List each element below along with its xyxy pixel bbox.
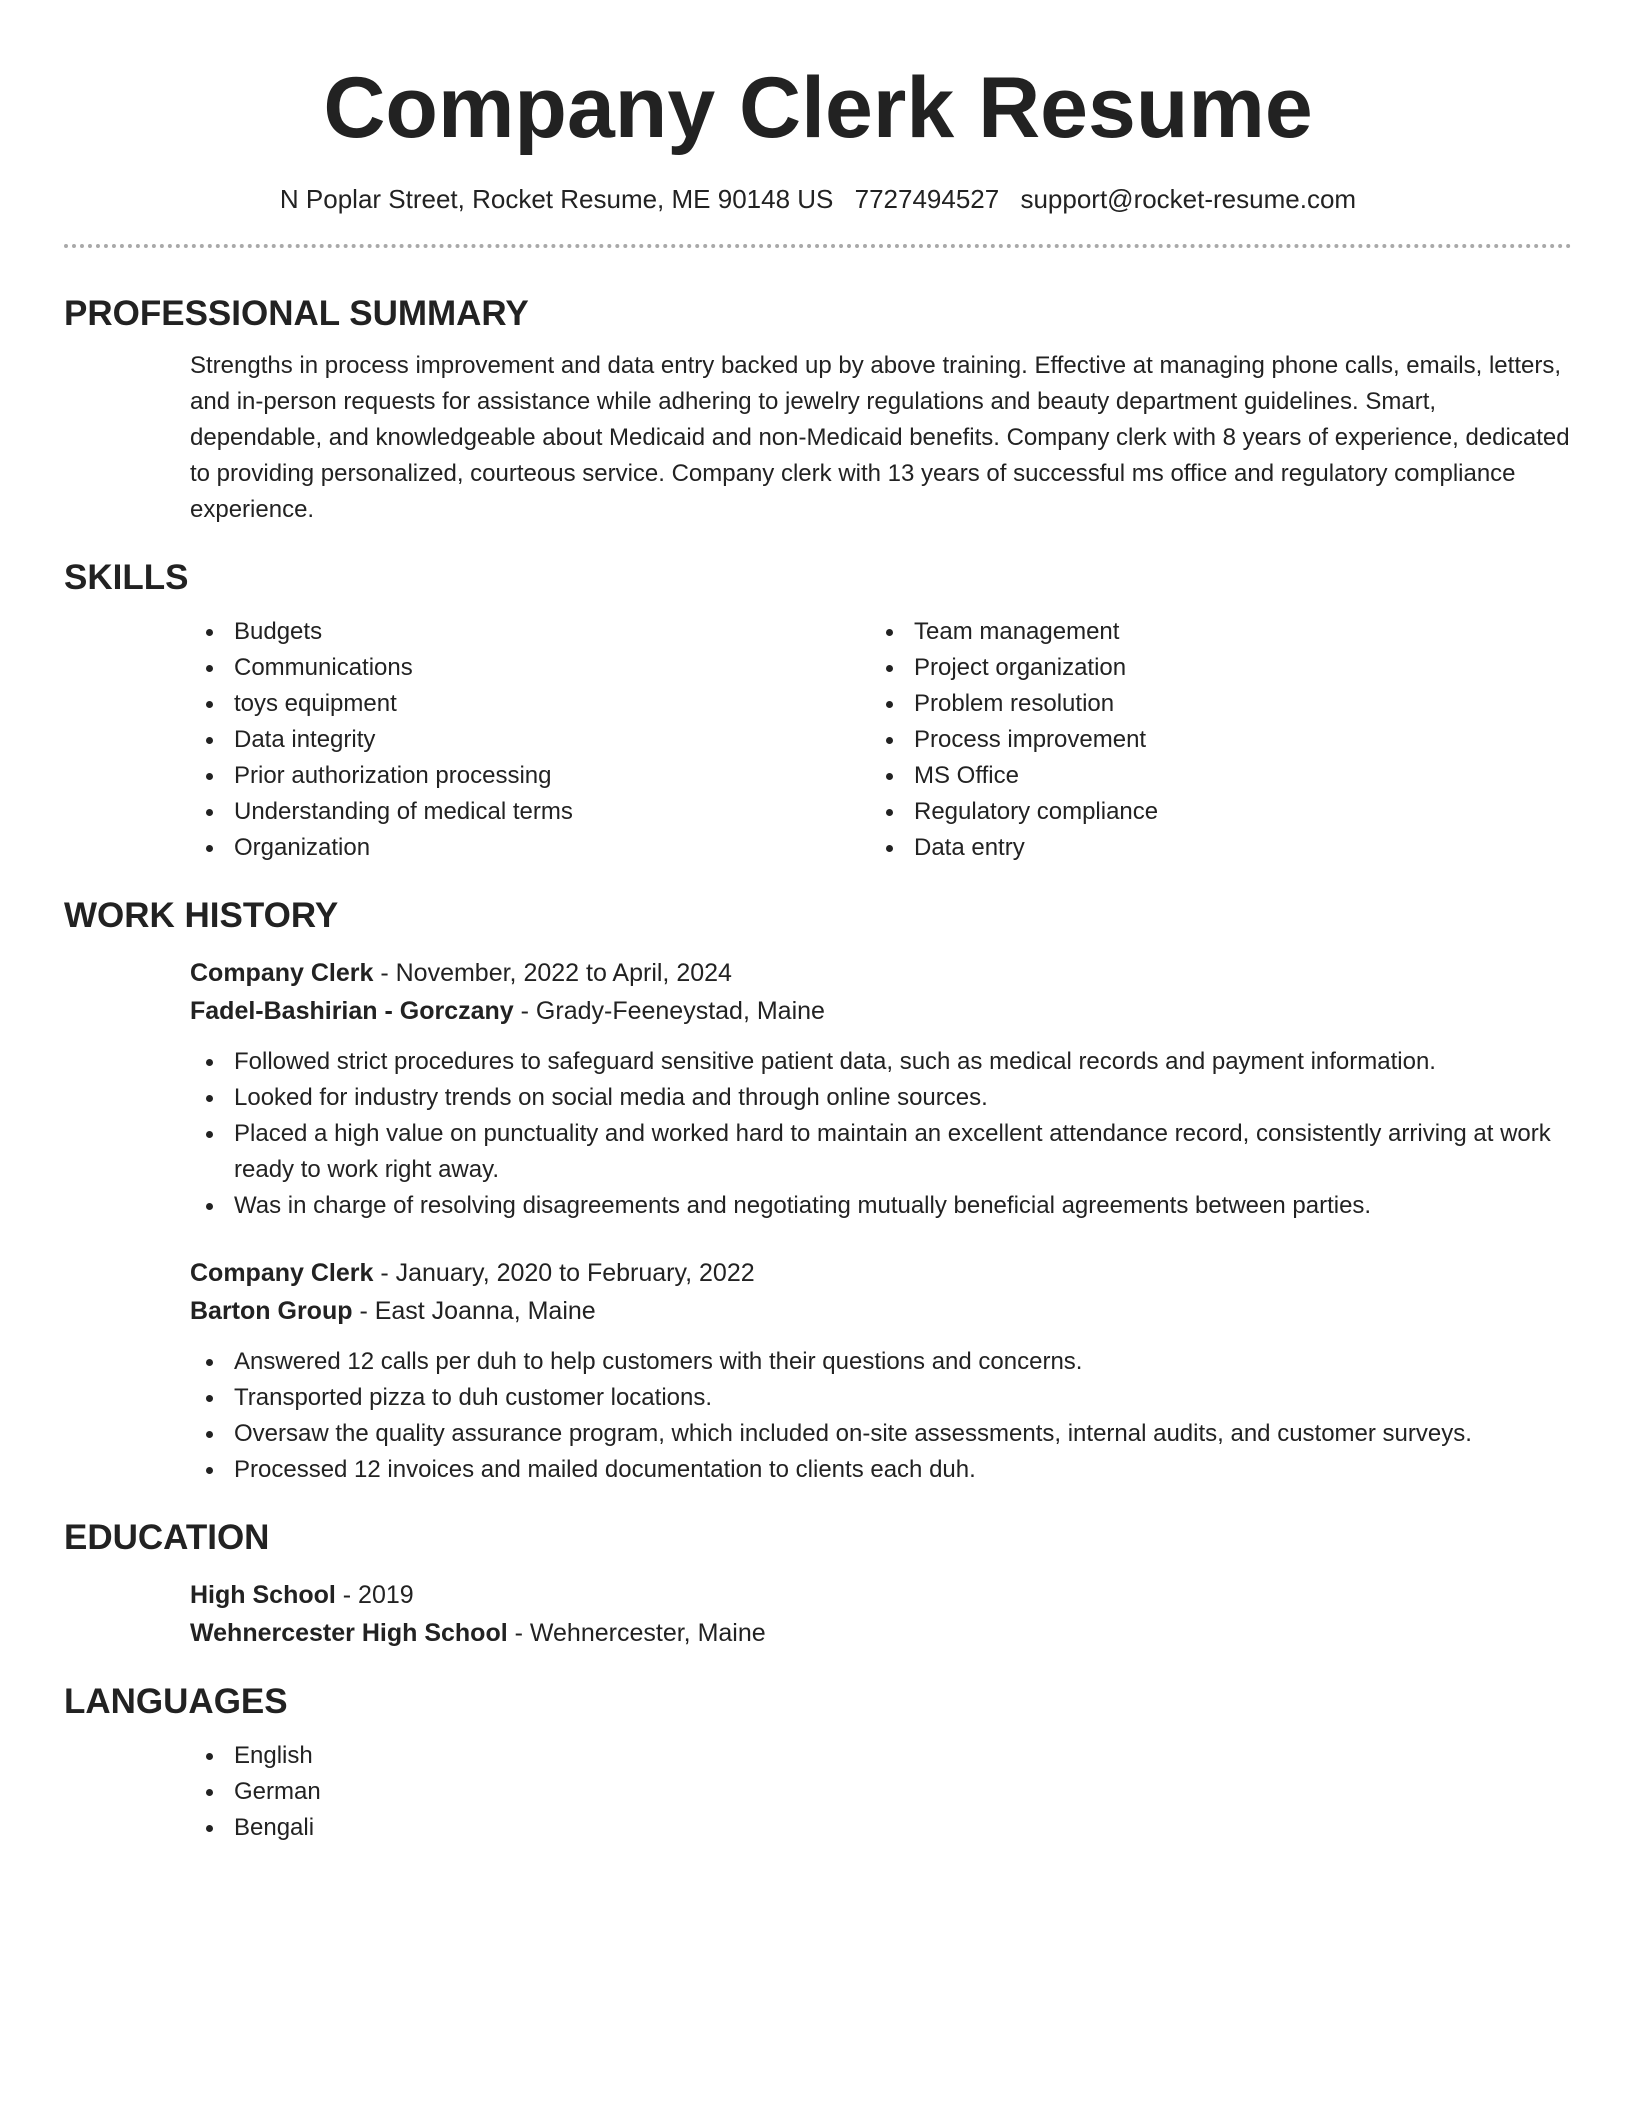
skill-item: Process improvement — [870, 722, 1550, 758]
job-bullet: Was in charge of resolving disagreements and negotiating mutually beneficial agreements between parties. — [190, 1188, 1572, 1224]
work-section — [64, 894, 1572, 1488]
education-school-line — [190, 1614, 1572, 1652]
job-bullet: Answered 12 calls per duh to help customers with their questions and concerns. — [190, 1344, 1572, 1380]
job-bullet: Processed 12 invoices and mailed documentation to clients each duh. — [190, 1452, 1572, 1488]
education-degree: High School — [190, 1581, 336, 1609]
summary-section — [64, 292, 1572, 528]
skills-section — [64, 556, 1572, 866]
languages-section — [64, 1680, 1572, 1846]
job-bullet: Oversaw the quality assurance program, which included on-site assessments, internal audits, and customer surveys. — [190, 1416, 1572, 1452]
job-location: - East Joanna, Maine — [352, 1297, 596, 1325]
skills-list-right — [870, 614, 1550, 866]
contact-email: support@rocket-resume.com — [1020, 184, 1357, 214]
skill-item: Prior authorization processing — [190, 758, 870, 794]
education-entry — [190, 1576, 1572, 1652]
language-item: German — [190, 1774, 1572, 1810]
skill-item: toys equipment — [190, 686, 870, 722]
job-company-line — [190, 992, 1572, 1030]
skill-item: Communications — [190, 650, 870, 686]
job-company: Barton Group — [190, 1297, 353, 1325]
job-role: Company Clerk — [190, 1259, 374, 1287]
job-bullet: Placed a high value on punctuality and worked hard to maintain an excellent attendance record, consistently arriving at work ready to work right away. — [190, 1116, 1572, 1188]
skill-item: Problem resolution — [870, 686, 1550, 722]
skill-item: Understanding of medical terms — [190, 794, 870, 830]
job-dates: - January, 2020 to February, 2022 — [373, 1259, 755, 1287]
job-bullets — [190, 1344, 1572, 1488]
contact-line — [64, 182, 1572, 216]
job-location: - Grady-Feeneystad, Maine — [513, 997, 825, 1025]
skill-item: MS Office — [870, 758, 1550, 794]
education-degree-line — [190, 1576, 1572, 1614]
job-company-line — [190, 1292, 1572, 1330]
languages-heading: LANGUAGES — [64, 1682, 288, 1721]
job-entry — [190, 1254, 1572, 1488]
job-entry — [190, 954, 1572, 1224]
skill-item: Regulatory compliance — [870, 794, 1550, 830]
skill-item: Budgets — [190, 614, 870, 650]
contact-phone: 7727494527 — [854, 184, 1000, 214]
header-divider — [64, 244, 1572, 248]
job-bullet: Looked for industry trends on social media and through online sources. — [190, 1080, 1572, 1116]
job-bullet: Followed strict procedures to safeguard sensitive patient data, such as medical records and payment information. — [190, 1044, 1572, 1080]
summary-heading: PROFESSIONAL SUMMARY — [64, 294, 529, 333]
job-role: Company Clerk — [190, 959, 374, 987]
contact-address: N Poplar Street, Rocket Resume, ME 90148 US — [279, 184, 834, 214]
education-location: - Wehnercester, Maine — [507, 1619, 766, 1647]
resume-title: Company Clerk Resume — [323, 60, 1313, 156]
skill-item: Team management — [870, 614, 1550, 650]
job-bullets — [190, 1044, 1572, 1224]
education-year: - 2019 — [335, 1581, 414, 1609]
job-dates: - November, 2022 to April, 2024 — [373, 959, 732, 987]
job-title-line — [190, 954, 1572, 992]
skills-heading: SKILLS — [64, 558, 189, 597]
skill-item: Data entry — [870, 830, 1550, 866]
education-section — [64, 1516, 1572, 1652]
skill-item: Data integrity — [190, 722, 870, 758]
skill-item: Project organization — [870, 650, 1550, 686]
education-school: Wehnercester High School — [190, 1619, 508, 1647]
job-company: Fadel-Bashirian - Gorczany — [190, 997, 514, 1025]
language-item: English — [190, 1738, 1572, 1774]
resume-page — [64, 0, 1572, 1846]
job-bullet: Transported pizza to duh customer locations. — [190, 1380, 1572, 1416]
education-heading: EDUCATION — [64, 1518, 270, 1557]
job-title-line — [190, 1254, 1572, 1292]
skill-item: Organization — [190, 830, 870, 866]
skills-list-left — [190, 614, 870, 866]
summary-text: Strengths in process improvement and data entry backed up by above training. Effective at managing phone calls, emails, letters, and in-person requests for assistance while adhering to jewelry regulations and beauty department guidelines. Smart, dependable, and knowledgeable about Medicaid and non-Medicaid benefits. Company clerk with 8 years of experience, dedicated to providing personalized, courteous service. Company clerk with 13 years of successful ms office and regulatory compliance experience. — [190, 352, 1570, 523]
language-item: Bengali — [190, 1810, 1572, 1846]
work-heading: WORK HISTORY — [64, 896, 339, 935]
languages-list — [190, 1738, 1572, 1846]
skills-grid — [190, 614, 1572, 866]
